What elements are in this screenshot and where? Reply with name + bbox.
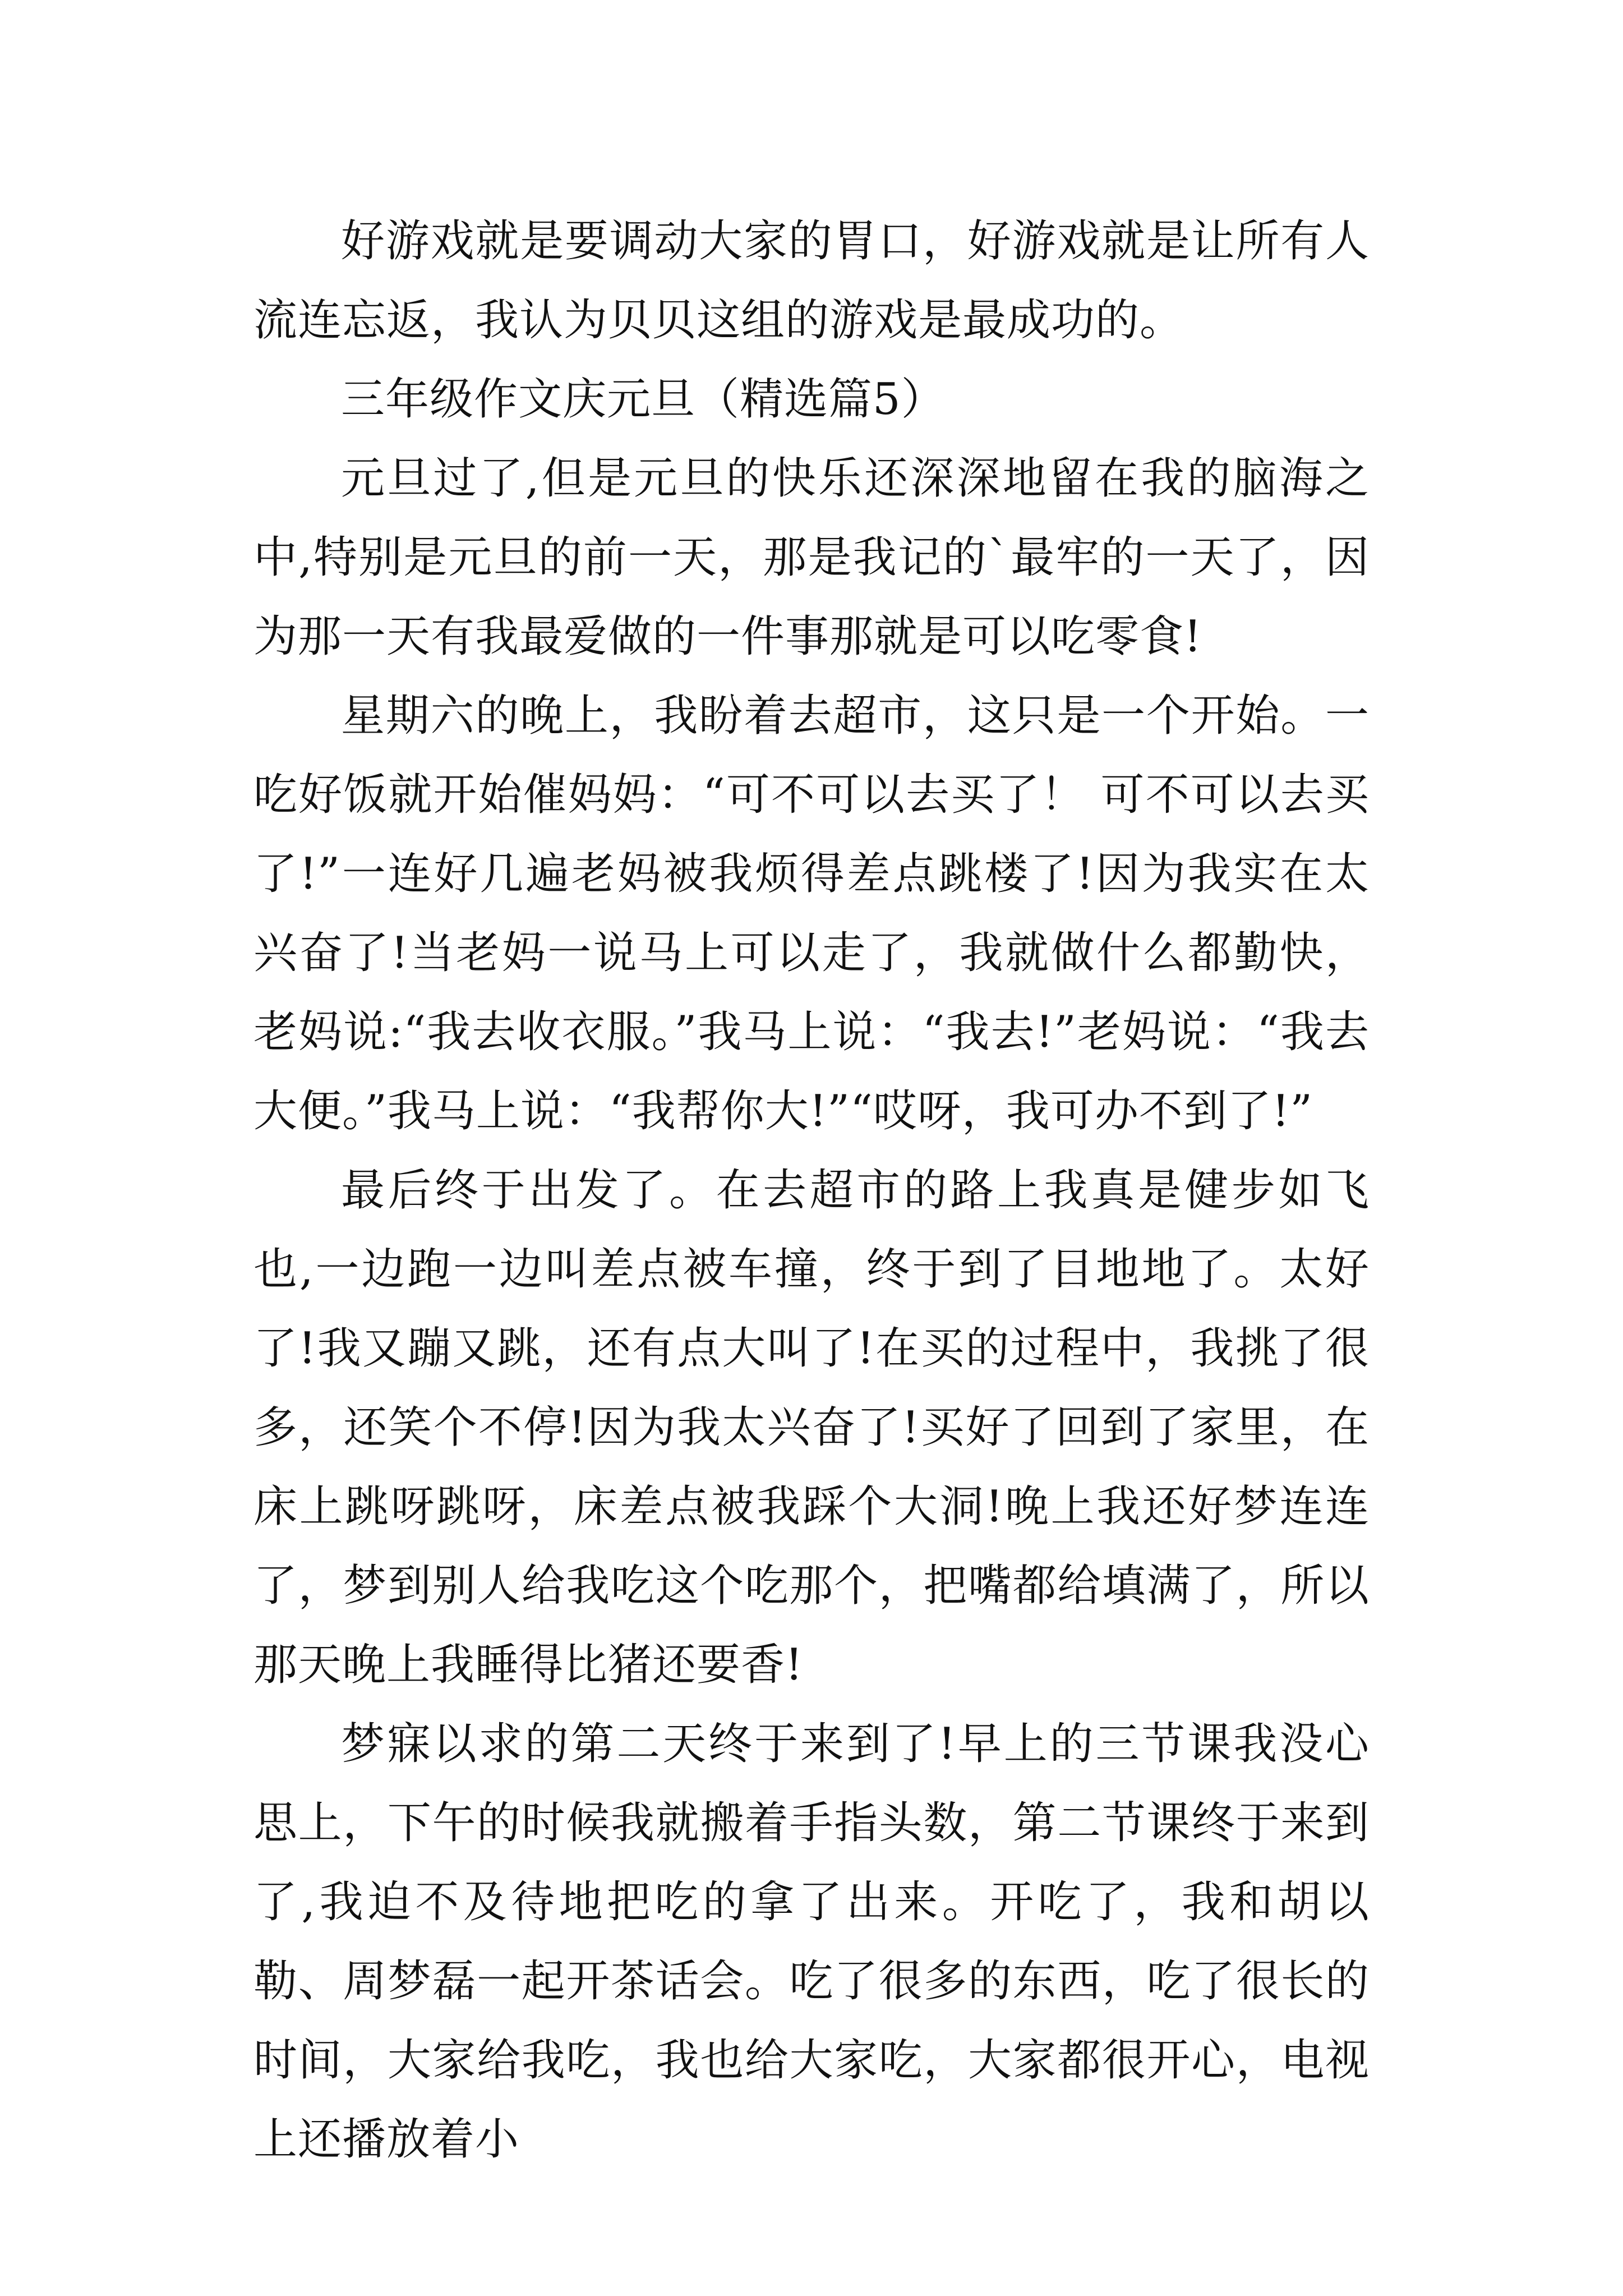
paragraph-supermarket-trip: 最后终于出发了。在去超市的路上我真是健步如飞也,一边跑一边叫差点被车撞，终于到了目地地了。太好了!我又蹦又跳，还有点大叫了!在买的过程中，我挑了很多，还笑个不停!因为我太兴奋了!买好了回到了家里，在床上跳呀跳呀，床差点被我踩个大洞!晚上我还好梦连连了，梦到别人给我吃这个吃那个，把嘴都给填满了，所以那天晚上我睡得比猪还要香! bbox=[253, 1165, 1370, 1690]
paragraph-tea-party: 梦寐以求的第二天终于来到了!早上的三节课我没心思上，下午的时候我就搬着手指头数，第二节课终于来到了,我迫不及待地把吃的拿了出来。开吃了，我和胡以勒、周梦磊一起开茶话会。吃了很多的东西，吃了很长的时间，大家给我吃，我也给大家吃，大家都很开心，电视上还播放着小 bbox=[253, 1719, 1370, 2165]
paragraph-saturday-night: 星期六的晚上，我盼着去超市，这只是一个开始。一吃好饭就开始催妈妈：“可不可以去买了！ 可不可以去买了!”一连好几遍老妈被我烦得差点跳楼了!因为我实在太兴奋了!当老妈一说马上可以走了，我就做什么都勤快，老妈说:“我去收衣服。”我马上说：“我去!”老妈说：“我去大便。”我马上说：“我帮你大!”“哎呀，我可办不到了!” bbox=[253, 691, 1370, 1137]
document-body bbox=[253, 202, 1370, 2179]
paragraph-new-year-memory: 元旦过了,但是元旦的快乐还深深地留在我的脑海之中,特别是元旦的前一天，那是我记的`最牢的一天了，因为那一天有我最爱做的一件事那就是可以吃零食! bbox=[253, 453, 1370, 662]
paragraph-game-summary: 好游戏就是要调动大家的胃口，好游戏就是让所有人流连忘返，我认为贝贝这组的游戏是最成功的。 bbox=[253, 216, 1370, 346]
essay-title: 三年级作文庆元旦（精选篇5） bbox=[341, 374, 946, 425]
